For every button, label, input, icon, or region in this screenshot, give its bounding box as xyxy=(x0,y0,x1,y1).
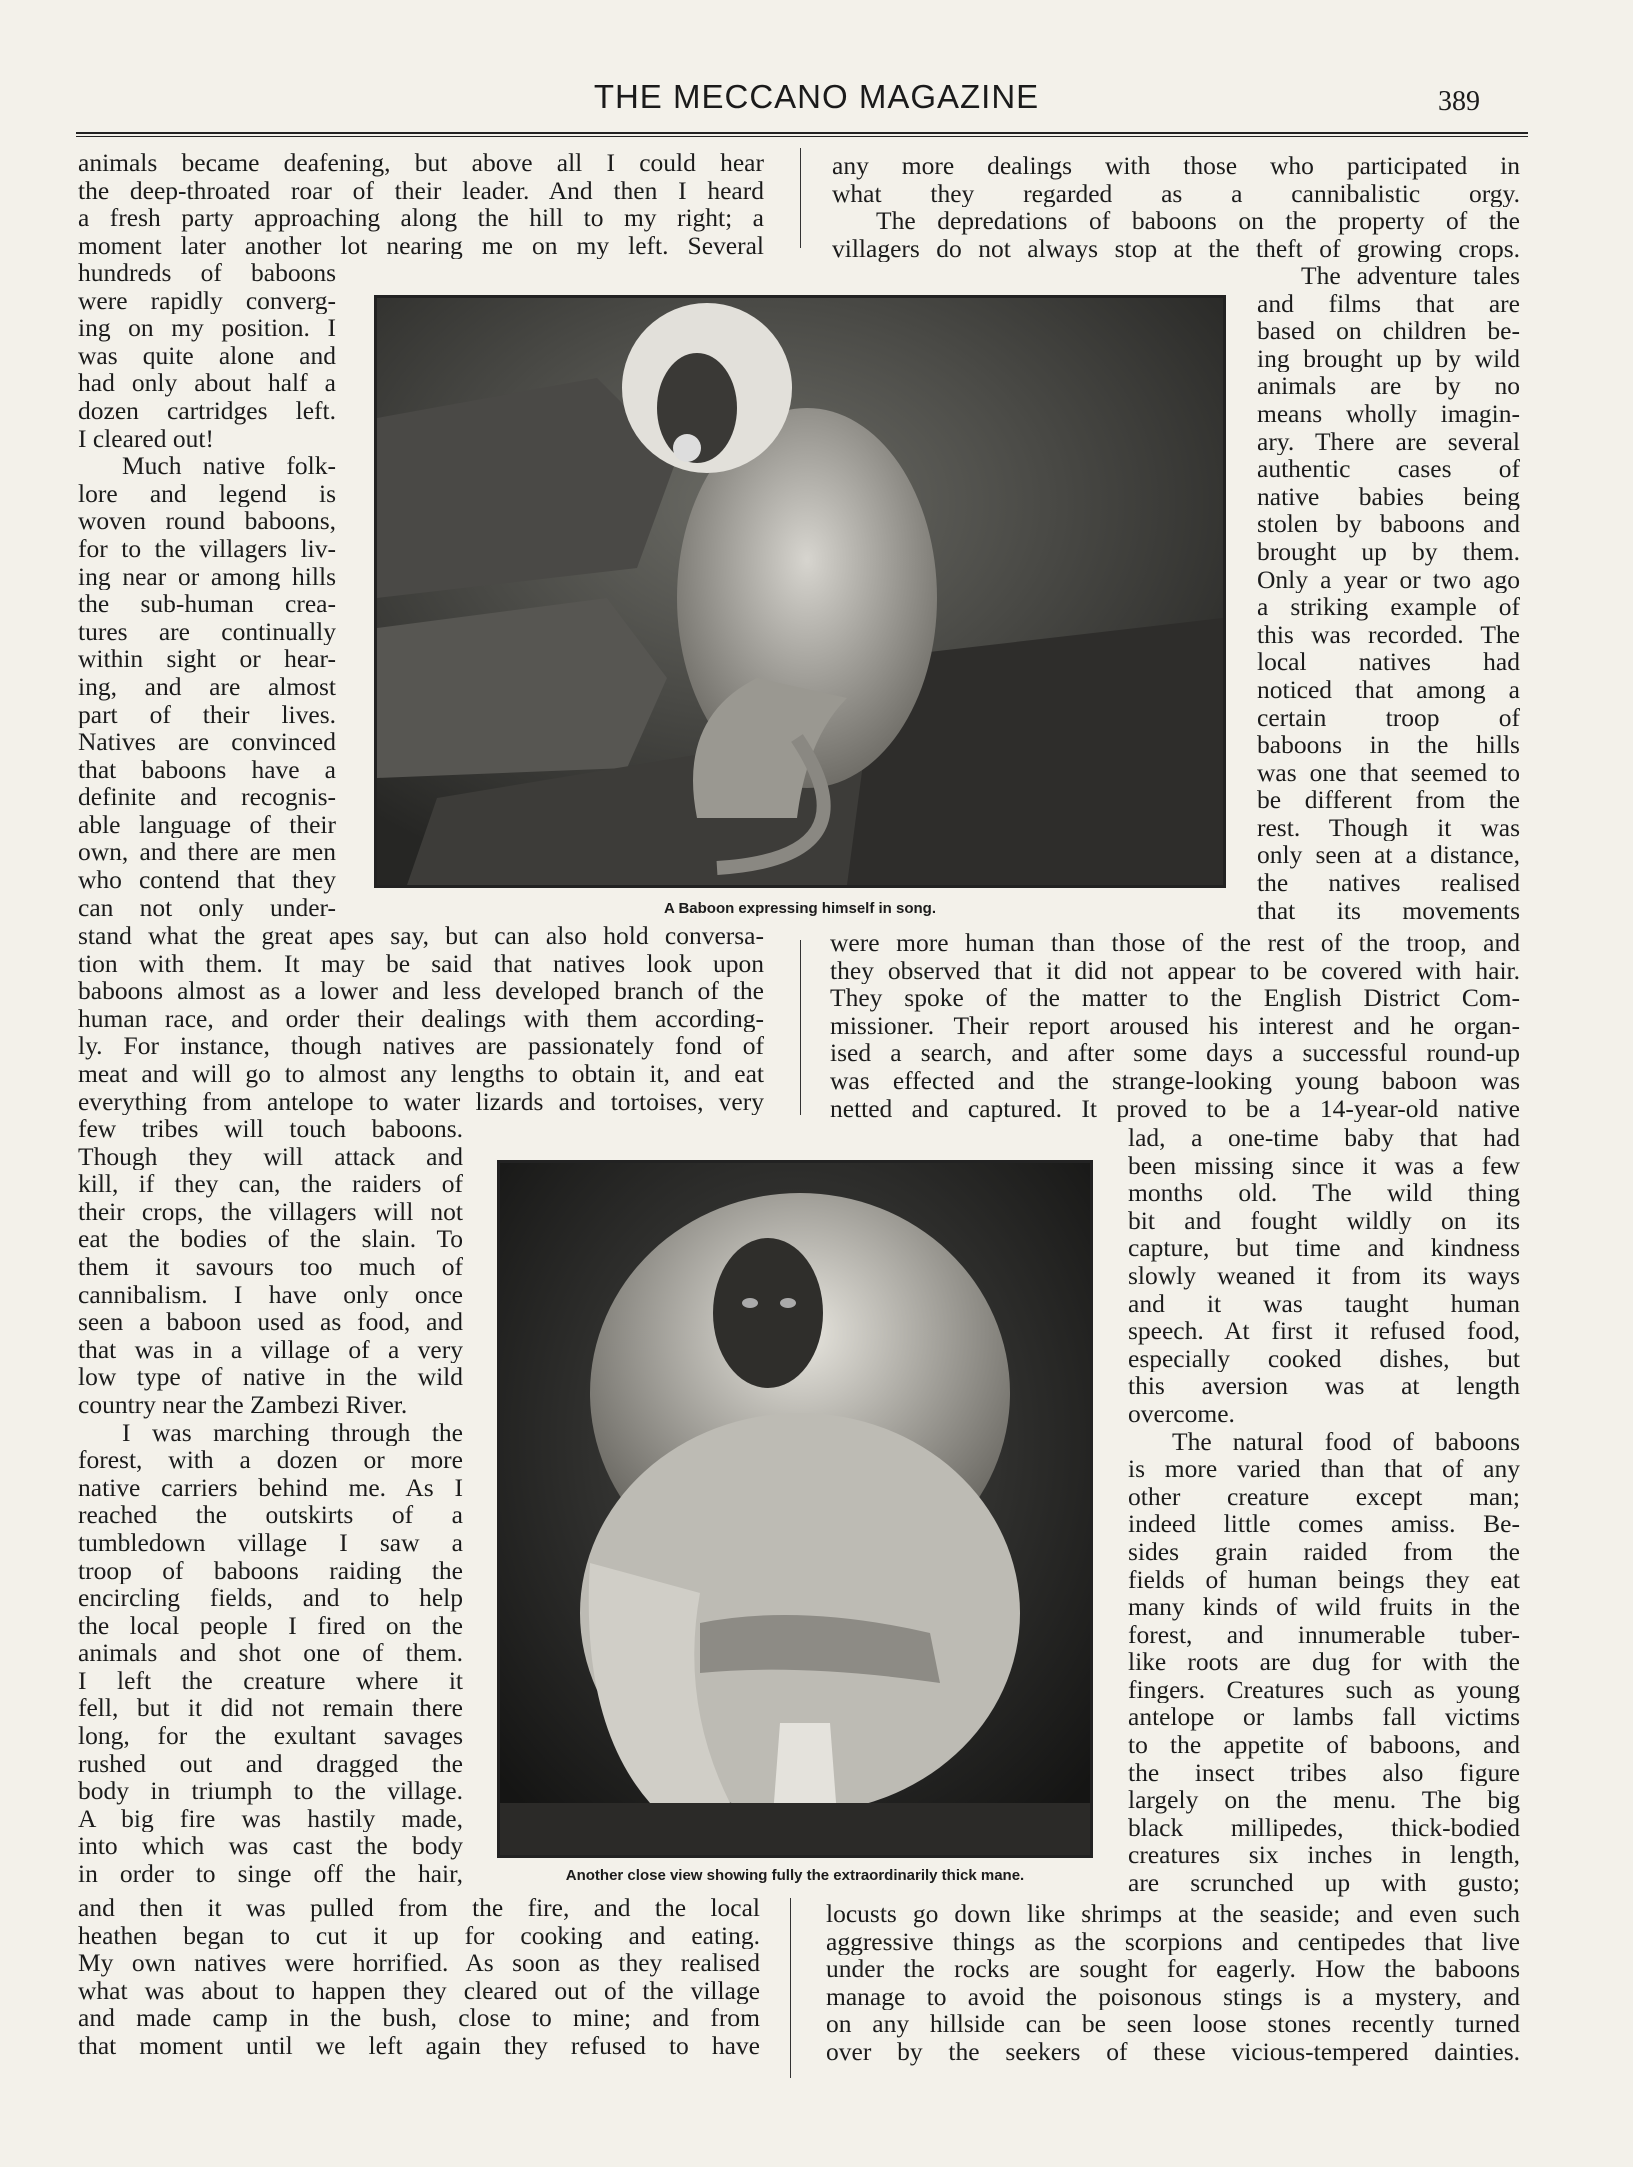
text-line: like roots are dug for with the xyxy=(1128,1648,1520,1676)
col2-narrow-text xyxy=(1257,262,1520,924)
text-line: especially cooked dishes, but xyxy=(1128,1344,1520,1373)
text-line: months old. The wild thing xyxy=(1128,1179,1520,1207)
text-line: native babies being xyxy=(1257,482,1520,511)
text-line: I cleared out! xyxy=(78,424,214,453)
text-line: brought up by them. xyxy=(1257,537,1520,566)
text-line: and then it was pulled from the fire, and the local xyxy=(78,1894,760,1922)
text-line: forest, and innumerable tuber- xyxy=(1128,1620,1520,1649)
text-line: human race, and order their dealings with them according- xyxy=(78,1004,764,1033)
photo1-caption: A Baboon expressing himself in song. xyxy=(664,900,936,917)
col1-narrow2-text xyxy=(78,1115,463,1888)
text-line: ing on my position. I xyxy=(78,314,336,342)
text-line: was effected and the strange-looking young baboon was xyxy=(830,1066,1520,1095)
text-line: many kinds of wild fruits in the xyxy=(1128,1593,1520,1621)
text-line: reached the outskirts of a xyxy=(78,1501,463,1529)
baboon-singing-image xyxy=(377,298,1223,885)
text-line: any more dealings with those who participated in xyxy=(832,152,1520,180)
text-line: own, and there are men xyxy=(78,838,336,867)
text-line: that was in a village of a very xyxy=(78,1335,463,1364)
text-line: A big fire was hastily made, xyxy=(78,1804,463,1833)
text-line: that baboons have a xyxy=(78,755,336,784)
text-line: over by the seekers of these vicious-tempered dainties. xyxy=(826,2037,1520,2066)
text-line: few tribes will touch baboons. xyxy=(78,1115,463,1143)
text-line: had only about half a xyxy=(78,369,336,397)
text-line: fingers. Creatures such as young xyxy=(1128,1675,1520,1704)
text-line: they observed that it did not appear to be covered with hair. xyxy=(830,956,1520,985)
text-line: other creature except man; xyxy=(1128,1482,1520,1511)
text-line: Only a year or two ago xyxy=(1257,565,1520,594)
col2-narrow2-text xyxy=(1128,1124,1520,1897)
text-line: was quite alone and xyxy=(78,341,336,370)
baboon-mane-photo xyxy=(497,1160,1093,1858)
text-line: animals and shot one of them. xyxy=(78,1639,463,1667)
text-line: the natives realised xyxy=(1257,869,1520,897)
text-line: everything from antelope to water lizards and tortoises, very xyxy=(78,1087,764,1116)
text-line: is more varied than that of any xyxy=(1128,1455,1520,1483)
text-line: under the rocks are sought for eagerly. How the baboons xyxy=(826,1955,1520,1983)
text-line: tion with them. It may be said that natives look upon xyxy=(78,949,764,978)
text-line: can not only under- xyxy=(78,893,336,922)
text-line: definite and recognis- xyxy=(78,783,336,811)
column-rule-top xyxy=(800,148,801,248)
text-line: body in triumph to the village. xyxy=(78,1777,463,1805)
column-rule-mid xyxy=(800,940,801,1115)
text-line: stolen by baboons and xyxy=(1257,510,1520,538)
text-line: long, for the exultant savages xyxy=(78,1722,463,1750)
col1-mid-text xyxy=(78,922,764,1115)
text-line: their crops, the villagers will not xyxy=(78,1197,463,1226)
text-line: moment later another lot nearing me on my left. Several xyxy=(78,231,764,260)
text-line: country near the Zambezi River. xyxy=(78,1390,408,1419)
text-line: The adventure tales xyxy=(1301,262,1520,290)
text-line: what was about to happen they cleared out of the village xyxy=(78,1976,760,2005)
text-line: this was recorded. The xyxy=(1257,620,1520,649)
magazine-title: THE MECCANO MAGAZINE xyxy=(593,78,1040,115)
text-line: ary. There are several xyxy=(1257,427,1520,456)
col1-narrow-text xyxy=(78,259,336,921)
text-line: I was marching through the xyxy=(122,1418,463,1447)
text-line: ing, and are almost xyxy=(78,672,336,701)
text-line: capture, but time and kindness xyxy=(1128,1234,1520,1262)
page-number: 389 xyxy=(1438,86,1480,117)
text-line: dozen cartridges left. xyxy=(78,396,336,425)
text-line: I left the creature where it xyxy=(78,1666,463,1695)
text-line: on any hillside can be seen loose stones recently turned xyxy=(826,2010,1520,2038)
text-line: noticed that among a xyxy=(1257,675,1520,704)
text-line: the local people I fired on the xyxy=(78,1611,463,1640)
text-line: heathen began to cut it up for cooking and eating. xyxy=(78,1921,760,1950)
header-rule xyxy=(76,132,1528,137)
text-line: manage to avoid the poisonous stings is a mystery, and xyxy=(826,1982,1520,2011)
text-line: who contend that they xyxy=(78,866,336,894)
text-line: what they regarded as a cannibalistic orgy. xyxy=(832,179,1520,208)
text-line: rest. Though it was xyxy=(1257,813,1520,842)
text-line: within sight or hear- xyxy=(78,645,336,673)
text-line: for to the villagers liv- xyxy=(78,534,336,563)
text-line: animals became deafening, but above all I could hear xyxy=(78,149,764,177)
text-line: My own natives were horrified. As soon as they realised xyxy=(78,1949,760,1977)
text-line: The depredations of baboons on the property of the xyxy=(876,207,1520,235)
text-line: animals are by no xyxy=(1257,372,1520,400)
text-line: woven round baboons, xyxy=(78,507,336,535)
text-line: authentic cases of xyxy=(1257,455,1520,483)
text-line: able language of their xyxy=(78,810,336,839)
column-rule-bottom xyxy=(790,1898,791,2078)
text-line: Though they will attack and xyxy=(78,1142,463,1171)
col2-bottom-text xyxy=(826,1900,1520,2066)
text-line: ing near or among hills xyxy=(78,562,336,591)
text-line: sides grain raided from the xyxy=(1128,1537,1520,1566)
text-line: lore and legend is xyxy=(78,479,336,508)
text-line: kill, if they can, the raiders of xyxy=(78,1170,463,1198)
text-line: are scrunched up with gusto; xyxy=(1128,1869,1520,1897)
text-line: rushed out and dragged the xyxy=(78,1749,463,1778)
text-line: been missing since it was a few xyxy=(1128,1151,1520,1180)
text-line: tures are continually xyxy=(78,617,336,646)
page-header xyxy=(0,78,1633,122)
text-line: based on children be- xyxy=(1257,317,1520,345)
text-line: that its movements xyxy=(1257,896,1520,925)
col1-bottom-text xyxy=(78,1894,760,2060)
text-line: the deep-throated roar of their leader. And then I heard xyxy=(78,176,764,205)
text-line: fell, but it did not remain there xyxy=(78,1694,463,1723)
text-line: ised a search, and after some days a successful round-up xyxy=(830,1039,1520,1067)
text-line: speech. At first it refused food, xyxy=(1128,1317,1520,1345)
text-line: low type of native in the wild xyxy=(78,1363,463,1391)
text-line: They spoke of the matter to the English District Com- xyxy=(830,984,1520,1012)
text-line: forest, with a dozen or more xyxy=(78,1446,463,1474)
col2-mid-text xyxy=(830,929,1520,1122)
text-line: eat the bodies of the slain. To xyxy=(78,1225,463,1253)
text-line: means wholly imagin- xyxy=(1257,399,1520,428)
text-line: local natives had xyxy=(1257,648,1520,676)
baboon-mane-image xyxy=(500,1163,1090,1855)
text-line: were more human than those of the rest of the troop, and xyxy=(830,929,1520,957)
text-line: that moment until we left again they refused to have xyxy=(78,2031,760,2060)
text-line: largely on the menu. The big xyxy=(1128,1786,1520,1814)
text-line: be different from the xyxy=(1257,786,1520,814)
text-line: locusts go down like shrimps at the seaside; and even such xyxy=(826,1900,1520,1928)
text-line: Natives are convinced xyxy=(78,728,336,756)
text-line: black millipedes, thick-bodied xyxy=(1128,1813,1520,1842)
col2-top-text xyxy=(832,152,1520,262)
text-line: indeed little comes amiss. Be- xyxy=(1128,1510,1520,1538)
text-line: The natural food of baboons xyxy=(1172,1427,1520,1456)
text-line: a fresh party approaching along the hill to my right; a xyxy=(78,204,764,232)
text-line: overcome. xyxy=(1128,1399,1235,1428)
text-line: were rapidly converg- xyxy=(78,286,336,315)
text-line: them it savours too much of xyxy=(78,1252,463,1281)
text-line: bit and fought wildly on its xyxy=(1128,1206,1520,1235)
text-line: into which was cast the body xyxy=(78,1832,463,1861)
text-line: and it was taught human xyxy=(1128,1289,1520,1318)
text-line: the sub-human crea- xyxy=(78,590,336,618)
text-line: native carriers behind me. As I xyxy=(78,1473,463,1502)
text-line: in order to singe off the hair, xyxy=(78,1860,463,1888)
text-line: fields of human beings they eat xyxy=(1128,1565,1520,1594)
text-line: tumbledown village I saw a xyxy=(78,1528,463,1557)
text-line: the insect tribes also figure xyxy=(1128,1758,1520,1787)
text-line: troop of baboons raiding the xyxy=(78,1556,463,1585)
text-line: seen a baboon used as food, and xyxy=(78,1308,463,1336)
text-line: a striking example of xyxy=(1257,593,1520,621)
text-line: encircling fields, and to help xyxy=(78,1584,463,1612)
text-line: meat and will go to almost any lengths to obtain it, and eat xyxy=(78,1059,764,1088)
text-line: was one that seemed to xyxy=(1257,758,1520,787)
text-line: ing brought up by wild xyxy=(1257,344,1520,373)
text-line: creatures six inches in length, xyxy=(1128,1841,1520,1870)
text-line: this aversion was at length xyxy=(1128,1372,1520,1400)
text-line: stand what the great apes say, but can also hold conversa- xyxy=(78,922,764,950)
text-line: hundreds of baboons xyxy=(78,259,336,287)
text-line: part of their lives. xyxy=(78,700,336,729)
photo2-caption: Another close view showing fully the extraordinarily thick mane. xyxy=(565,1867,1025,1884)
text-line: and made camp in the bush, close to mine; and from xyxy=(78,2004,760,2032)
text-line: aggressive things as the scorpions and centipedes that live xyxy=(826,1927,1520,1956)
text-line: certain troop of xyxy=(1257,703,1520,732)
text-line: antelope or lambs fall victims xyxy=(1128,1703,1520,1732)
text-line: baboons almost as a lower and less developed branch of the xyxy=(78,977,764,1005)
text-line: slowly weaned it from its ways xyxy=(1128,1261,1520,1290)
col1-top-text xyxy=(78,149,764,259)
text-line: baboons in the hills xyxy=(1257,731,1520,759)
baboon-singing-photo xyxy=(374,295,1226,888)
text-line: to the appetite of baboons, and xyxy=(1128,1731,1520,1759)
text-line: cannibalism. I have only once xyxy=(78,1280,463,1309)
text-line: Much native folk- xyxy=(122,452,336,480)
text-line: and films that are xyxy=(1257,289,1520,318)
text-line: ly. For instance, though natives are passionately fond of xyxy=(78,1032,764,1060)
text-line: villagers do not always stop at the theft of growing crops. xyxy=(832,234,1520,263)
text-line: missioner. Their report aroused his interest and he organ- xyxy=(830,1011,1520,1040)
text-line: only seen at a distance, xyxy=(1257,841,1520,870)
text-line: lad, a one-time baby that had xyxy=(1128,1124,1520,1152)
text-line: netted and captured. It proved to be a 14-year-old native xyxy=(830,1094,1520,1123)
